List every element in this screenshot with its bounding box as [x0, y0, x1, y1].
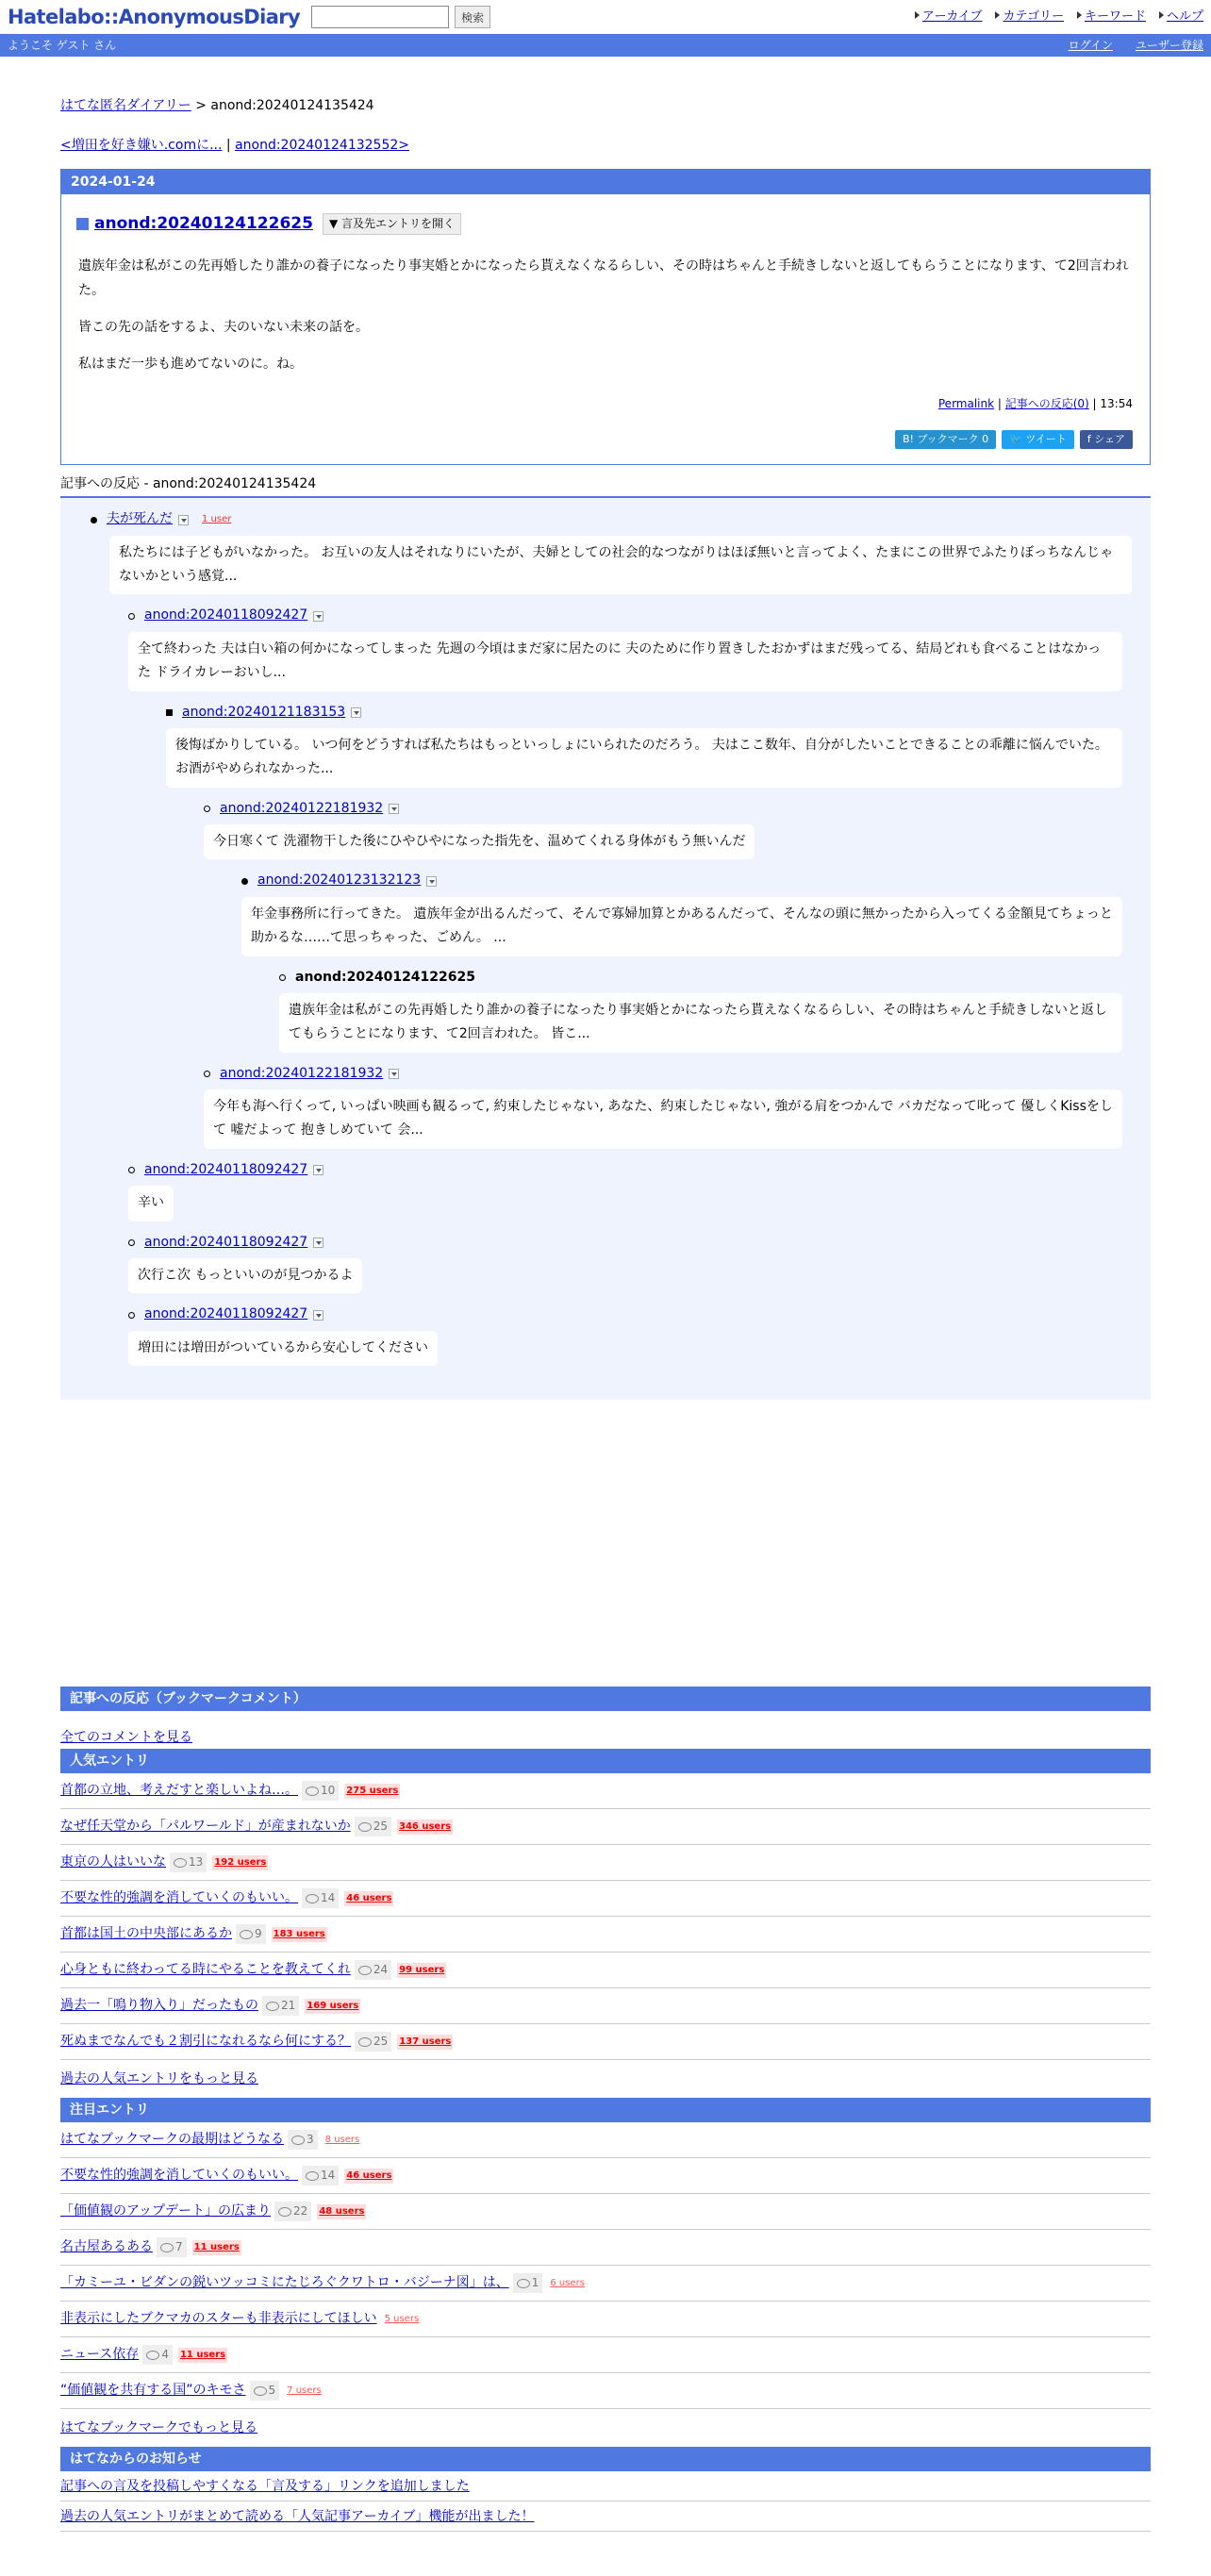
ref-excerpt: 今年も海へ行くって, いっぱい映画も観るって, 約束したじゃない, あなた、約束したじゃない, 強がる肩をつかんで バカだなって叱って 優しくKissをして 嘘だよって 抱きしめていて 会... — [204, 1089, 1122, 1148]
list-item — [60, 2024, 1151, 2060]
comment-count[interactable] — [274, 2202, 311, 2221]
comment-number: 14 — [321, 2169, 336, 2183]
list-item — [60, 1988, 1151, 2024]
dropdown-icon[interactable] — [313, 611, 323, 622]
list-item — [60, 1881, 1151, 1917]
ref-item — [166, 703, 1134, 799]
bullet — [128, 1167, 135, 1173]
facebook-icon: f — [1087, 433, 1095, 446]
entry-footer: Permalink | 記事への反応(0) | 13:54 — [937, 397, 1133, 411]
reaction-count-link[interactable]: 記事への反応(0) — [1004, 397, 1089, 411]
ref-excerpt: 私たちには子どもがいなかった。 お互いの友人はそれなりにいたが、夫婦としての社会的なつながりはほぼ無いと言ってよく、たまにこの世界でふたりぼっちなんじゃないかという感覚... — [109, 536, 1132, 594]
users-badge[interactable]: 11 users — [178, 2348, 227, 2363]
bullet — [204, 806, 210, 812]
welcome-bar — [0, 34, 1211, 57]
comment-icon — [306, 2171, 319, 2181]
ref-excerpt: 年金事務所に行ってきた。 遺族年金が出るんだって、そんで寡婦加算とかあるんだって、そんなの頭に無かったから入ってくる金額見てちょっと助かるな……て思っちゃった、ごめん。 ... — [241, 897, 1122, 956]
open-refs-button[interactable]: ▼ 言及先エントリを開く — [323, 213, 461, 235]
dropdown-icon[interactable] — [313, 1165, 323, 1175]
popular-entry-link[interactable]: 死ぬまでなんでも２割引になれるなら何にする？ — [60, 2033, 351, 2049]
hatena-bookmark-button[interactable]: B! ブックマーク 0 — [895, 430, 996, 449]
top-nav — [915, 8, 1203, 26]
list-item — [60, 2266, 1151, 2302]
list-item — [60, 2471, 1151, 2501]
ref-title[interactable]: 夫が死んだ — [107, 511, 173, 527]
popular-entry-link[interactable]: 首都は国土の中央部にあるか — [60, 1925, 232, 1941]
ref-excerpt: 遺族年金は私がこの先再婚したり誰かの養子になったり事実婚とかになったら貰えなくなるらしい、その時はちゃんと手続きしないと返してもらうことになります、て2回言われた。 皆こ... — [279, 993, 1122, 1052]
notable-entry-link[interactable]: “価値観を共有する国”のキモさ — [60, 2382, 246, 2398]
nav-keyword[interactable]: キーワード — [1077, 8, 1146, 26]
next-entry-link[interactable]: anond:20240124132552> — [235, 137, 409, 153]
list-item — [60, 2302, 1151, 2337]
ref-item — [279, 968, 1134, 1064]
bullet — [128, 1239, 135, 1246]
tweet-label: ツイート — [1025, 433, 1067, 446]
comment-count[interactable] — [250, 2381, 280, 2401]
ref-title[interactable]: anond:20240123132123 — [257, 873, 422, 889]
comment-number: 25 — [373, 1820, 388, 1834]
welcome-text: ようこそ ゲスト さん — [8, 38, 117, 52]
ref-title[interactable]: anond:20240118092427 — [144, 1234, 308, 1250]
prevnext-sep: | — [222, 137, 236, 153]
users-badge[interactable]: 46 users — [344, 2169, 393, 2184]
bullet — [128, 613, 135, 620]
bullet — [279, 974, 286, 981]
breadcrumb-sep: > — [191, 98, 211, 113]
prev-next-nav — [60, 136, 1151, 157]
entry-paragraph: 私はまだ一歩も進めてないのに。ね。 — [78, 356, 303, 372]
users-badge[interactable]: 46 users — [344, 1891, 393, 1906]
comment-number: 9 — [255, 1927, 262, 1941]
users-badge[interactable]: 6 users — [550, 2278, 585, 2288]
popular-more-link[interactable]: 過去の人気エントリをもっと見る — [60, 2071, 258, 2087]
comment-icon — [254, 2386, 267, 2396]
breadcrumb — [60, 96, 1151, 117]
entry-date: 2024-01-24 — [61, 170, 1150, 194]
popular-entry-link[interactable]: 東京の人はいいな — [60, 1853, 166, 1870]
login-link[interactable]: ログイン — [1068, 38, 1113, 52]
ref-title[interactable]: anond:20240121183153 — [182, 704, 346, 720]
ref-excerpt: 全て終わった 夫は白い箱の何かになってしまった 先週の今頃はまだ家に居たのに 夫のために作り置きしたおかずはまだ残ってる、結局どれも食べることはなかった ドライカレーおいし... — [128, 632, 1122, 690]
list-item — [60, 2158, 1151, 2194]
comment-count[interactable] — [302, 1781, 339, 1801]
popular-entry-link[interactable]: なぜ任天堂から「パルワールド」が産まれないか — [60, 1818, 351, 1834]
popular-entry-link[interactable]: 心身ともに終わってる時にやることを教えてくれ — [60, 1961, 351, 1977]
comment-number: 7 — [175, 2240, 183, 2254]
ref-item — [204, 1064, 1134, 1160]
list-item — [60, 1917, 1151, 1953]
comment-count[interactable] — [236, 1924, 266, 1944]
ref-item — [128, 1305, 1134, 1377]
ref-item — [241, 871, 1134, 967]
comment-icon — [358, 1822, 372, 1832]
comment-number: 21 — [281, 1999, 296, 2013]
twitter-icon: 🐦 — [1009, 433, 1026, 446]
entry-paragraph: 皆この先の話をするよ、夫のいない未来の話を。 — [78, 319, 369, 335]
entry-paragraph: 遺族年金は私がこの先再婚したり誰かの養子になったり事実婚とかになったら貰えなくなるらしい、その時はちゃんと手続きしないと返してもらうことになります、て2回言われた。 — [78, 258, 1129, 299]
share-label: シェア — [1094, 433, 1125, 446]
comment-count[interactable] — [157, 2237, 187, 2257]
users-badge[interactable]: 5 users — [384, 2314, 420, 2324]
notable-entry-link[interactable]: 不要な性的強調を消していくのもいい。 — [60, 2167, 298, 2183]
notable-entry-link[interactable]: はてなブックマークの最期はどうなる — [60, 2131, 285, 2147]
ref-item — [91, 509, 1134, 606]
list-item — [60, 2122, 1151, 2158]
prev-entry-link[interactable]: <増田を好き嫌い.comに... — [60, 137, 223, 153]
users-badge[interactable]: 48 users — [317, 2204, 366, 2219]
refs-heading: 記事への反応 - anond:20240124135424 — [60, 474, 1151, 499]
dropdown-icon[interactable] — [178, 515, 189, 525]
ad-space — [60, 1400, 1151, 1687]
notice-link[interactable]: 過去の人気エントリがまとめて読める「人気記事アーカイブ」機能が出ました！ — [60, 2509, 535, 2525]
list-item — [60, 2373, 1151, 2409]
site-header — [0, 0, 1211, 34]
breadcrumb-home[interactable]: はてな匿名ダイアリー — [60, 98, 191, 113]
comment-icon — [517, 2279, 530, 2288]
users-badge[interactable]: 183 users — [272, 1927, 327, 1942]
popular-more-row — [60, 2060, 1151, 2098]
list-item — [60, 2230, 1151, 2266]
comment-number: 3 — [307, 2133, 314, 2147]
notable-more-link[interactable]: はてなブックマークでもっと見る — [60, 2420, 258, 2436]
popular-heading: 人気エントリ — [60, 1749, 1151, 1773]
comment-count[interactable] — [355, 2032, 391, 2052]
notable-entry-link[interactable]: 「カミーユ・ビダンの鋭いツッコミにたじろぐクワトロ・バジーナ図」は、 — [60, 2274, 509, 2290]
dropdown-icon[interactable] — [313, 1310, 323, 1321]
list-item — [60, 1773, 1151, 1809]
dropdown-icon[interactable] — [389, 804, 399, 814]
nav-help[interactable]: ヘルプ — [1159, 8, 1203, 26]
list-item — [60, 1845, 1151, 1881]
comment-icon — [160, 2243, 174, 2252]
comment-count[interactable] — [288, 2130, 318, 2150]
comment-number: 22 — [293, 2204, 308, 2219]
ref-title-current: anond:20240124122625 — [295, 969, 475, 985]
users-badge[interactable]: 99 users — [397, 1963, 446, 1978]
comment-icon — [306, 1894, 319, 1903]
notices-heading: はてなからのお知らせ — [60, 2447, 1151, 2471]
comment-number: 25 — [373, 2035, 389, 2049]
popular-entry-link[interactable]: 過去一「鳴り物入り」だったもの — [60, 1997, 258, 2013]
bullet — [241, 878, 248, 885]
notice-link[interactable]: 記事への言及を投稿しやすくなる「言及する」リンクを追加しました — [60, 2479, 470, 2495]
comment-count[interactable] — [355, 1960, 391, 1980]
comment-icon — [266, 2002, 279, 2011]
notable-list — [60, 2122, 1151, 2409]
ref-excerpt: 後悔ばかりしている。 いつ何をどうすれば私たちはもっといっしょにいられたのだろう。 夫はここ数年、自分がしたいことできることの乖離に悩んでいた。 お酒がやめられなかった... — [166, 728, 1122, 787]
users-badge[interactable]: 11 users — [192, 2240, 241, 2255]
entry-time: 13:54 — [1100, 397, 1133, 411]
notices-list — [60, 2471, 1151, 2532]
comment-icon — [306, 1787, 319, 1796]
search-input[interactable] — [311, 6, 449, 28]
users-badge[interactable]: 346 users — [397, 1820, 453, 1835]
bullet — [204, 1071, 210, 1077]
users-badge[interactable]: 169 users — [305, 1999, 360, 2014]
comment-icon — [291, 2136, 305, 2145]
dropdown-icon[interactable] — [351, 707, 361, 718]
comment-number: 5 — [268, 2384, 276, 2398]
comment-icon — [278, 2207, 291, 2217]
comment-icon — [358, 1966, 372, 1975]
ref-title[interactable]: anond:20240118092427 — [144, 1306, 308, 1322]
notable-entry-link[interactable]: 名古屋あるある — [60, 2238, 153, 2254]
comment-count[interactable] — [170, 1853, 207, 1872]
comment-count[interactable] — [302, 1888, 339, 1908]
comment-number: 13 — [189, 1855, 204, 1870]
list-item — [60, 2337, 1151, 2373]
register-link[interactable]: ユーザー登録 — [1135, 38, 1203, 52]
comment-number: 4 — [161, 2348, 169, 2362]
ref-item — [128, 1160, 1134, 1233]
entry-square-icon — [76, 218, 89, 230]
popular-entry-link[interactable]: 首都の立地、考えだすと楽しいよね…。 — [60, 1782, 298, 1798]
notable-entry-link[interactable]: 非表示にしたブクマカのスターも非表示にしてほしい — [60, 2310, 377, 2326]
refs-tree — [60, 498, 1151, 1400]
users-badge[interactable]: 137 users — [397, 2035, 453, 2050]
ref-title[interactable]: anond:20240118092427 — [144, 1161, 308, 1177]
permalink[interactable]: Permalink — [937, 397, 995, 411]
ref-excerpt: 次行こ次 もっといいのが見つかるよ — [128, 1258, 362, 1293]
comment-count[interactable] — [262, 1996, 299, 2016]
notable-more-row — [60, 2409, 1151, 2447]
breadcrumb-current: anond:20240124135424 — [210, 98, 374, 113]
nav-archive[interactable]: アーカイブ — [915, 8, 983, 26]
dropdown-icon[interactable] — [426, 876, 437, 887]
comment-count[interactable] — [513, 2273, 543, 2293]
bullet — [166, 709, 173, 716]
ref-users[interactable]: 1 user — [202, 514, 232, 525]
comment-icon — [240, 1930, 253, 1939]
bookmark-comments-heading: 記事への反応（ブックマークコメント） — [60, 1687, 1151, 1711]
all-comments-row — [60, 1711, 1151, 1749]
entry-day — [60, 169, 1151, 464]
entry-title[interactable]: anond:20240124122625 — [94, 214, 313, 234]
users-badge[interactable]: 7 users — [287, 2385, 322, 2396]
comment-count[interactable] — [302, 2166, 339, 2185]
ref-item — [204, 799, 1134, 872]
ref-item — [128, 1233, 1134, 1305]
comment-icon — [146, 2351, 159, 2360]
dropdown-icon[interactable] — [313, 1238, 323, 1248]
notable-entry-link[interactable]: ニュース依存 — [60, 2346, 140, 2362]
comment-icon — [358, 2037, 372, 2047]
comment-count[interactable] — [355, 1817, 391, 1836]
comment-number: 10 — [321, 1784, 336, 1798]
popular-list — [60, 1773, 1151, 2060]
bullet — [91, 517, 97, 524]
list-item — [60, 2194, 1151, 2230]
main-content — [60, 96, 1151, 2532]
popular-entry-link[interactable]: 不要な性的強調を消していくのもいい。 — [60, 1889, 298, 1905]
ref-title[interactable]: anond:20240118092427 — [144, 607, 308, 623]
ref-item — [128, 606, 1134, 702]
comment-number: 14 — [321, 1891, 336, 1905]
entry-body — [61, 237, 1150, 376]
users-badge[interactable]: 8 users — [324, 2135, 360, 2145]
notable-entry-link[interactable]: 「価値観のアップデート」の広まり — [60, 2202, 272, 2219]
site-logo[interactable]: Hatelabo::AnonymousDiary — [8, 5, 301, 28]
search-button[interactable]: 検索 — [455, 6, 490, 28]
users-badge[interactable]: 192 users — [212, 1855, 268, 1870]
list-item — [60, 2501, 1151, 2532]
share-buttons — [61, 413, 1150, 464]
notable-heading: 注目エントリ — [60, 2098, 1151, 2122]
all-comments-link[interactable]: 全てのコメントを見る — [60, 1730, 192, 1746]
nav-category[interactable]: カテゴリー — [995, 8, 1063, 26]
comment-number: 1 — [531, 2276, 539, 2290]
list-item — [60, 1809, 1151, 1845]
facebook-share-button[interactable] — [1080, 430, 1133, 449]
entry-title-row — [76, 211, 1150, 236]
ref-title[interactable]: anond:20240122181932 — [220, 1065, 384, 1081]
tweet-button[interactable] — [1002, 430, 1074, 449]
ref-excerpt: 今日寒くて 洗濯物干した後にひやひやになった指先を、温めてくれる身体がもう無いんだ — [204, 824, 755, 859]
comment-number: 24 — [373, 1963, 389, 1977]
ref-excerpt: 辛い — [128, 1186, 174, 1221]
list-item — [60, 1953, 1151, 1988]
comment-count[interactable] — [142, 2345, 173, 2365]
comment-icon — [174, 1858, 187, 1868]
dropdown-icon[interactable] — [389, 1069, 399, 1079]
ref-title[interactable]: anond:20240122181932 — [220, 800, 384, 816]
users-badge[interactable]: 275 users — [344, 1784, 400, 1799]
bullet — [128, 1312, 135, 1319]
ref-excerpt: 増田には増田がついているから安心してください — [128, 1331, 438, 1366]
